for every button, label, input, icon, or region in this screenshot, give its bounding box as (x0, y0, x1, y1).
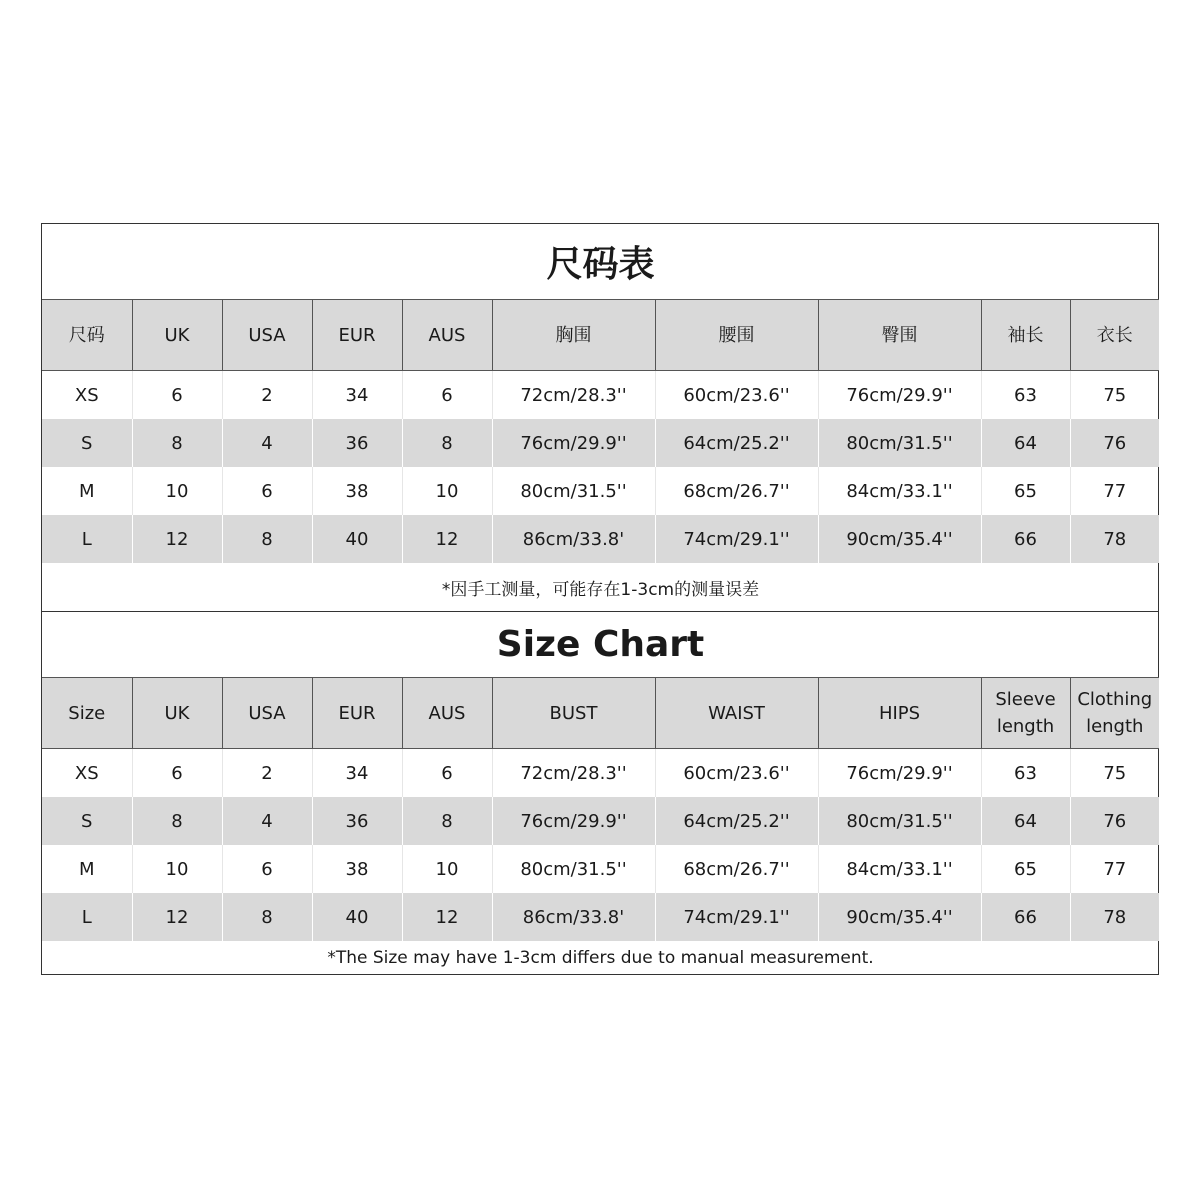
section-title-row-cn (42, 224, 1159, 300)
column-header: 腰围 (655, 300, 818, 371)
table-cell: S (42, 797, 132, 845)
table-cell: 60cm/23.6'' (655, 749, 818, 798)
table-cell: 76cm/29.9'' (492, 419, 655, 467)
table-cell: 86cm/33.8' (492, 893, 655, 941)
column-header: USA (222, 300, 312, 371)
table-cell: L (42, 515, 132, 563)
table-row (42, 749, 1159, 798)
table-cell: 74cm/29.1'' (655, 893, 818, 941)
column-header: Clothing length (1070, 678, 1159, 749)
measurement-note-row-en (42, 941, 1159, 975)
table-cell: 72cm/28.3'' (492, 749, 655, 798)
table-cell: 36 (312, 797, 402, 845)
column-header: EUR (312, 678, 402, 749)
size-table (42, 224, 1159, 975)
table-cell: 8 (402, 419, 492, 467)
table-cell: 4 (222, 797, 312, 845)
table-cell: 10 (132, 467, 222, 515)
table-cell: XS (74, 384, 99, 406)
table-cell: 10 (132, 845, 222, 893)
section-title: Size Chart (42, 612, 1159, 678)
measurement-note: *因手工测量，可能存在1-3cm的测量误差 (441, 579, 760, 600)
table-cell: 36 (312, 419, 402, 467)
table-cell: 6 (132, 749, 222, 798)
table-cell: 80cm/31.5'' (818, 797, 981, 845)
table-cell: 84cm/33.1'' (818, 845, 981, 893)
table-cell: 76cm/29.9'' (818, 371, 981, 420)
table-cell: 66 (981, 515, 1070, 563)
table-cell: 66 (981, 893, 1070, 941)
table-cell: 80cm/31.5'' (818, 419, 981, 467)
table-cell: 76cm/29.9'' (818, 749, 981, 798)
header-row-cn (42, 300, 1159, 371)
column-header: 尺码 (42, 300, 132, 371)
column-header: AUS (402, 678, 492, 749)
table-row (42, 845, 1159, 893)
table-cell: 2 (222, 371, 312, 420)
table-cell: 72cm/28.3'' (492, 371, 655, 420)
table-cell: 75 (1070, 749, 1159, 798)
table-cell: 8 (132, 419, 222, 467)
header-row-en (42, 678, 1159, 749)
column-header: AUS (402, 300, 492, 371)
column-header: Sleeve length (981, 678, 1070, 749)
table-row (42, 371, 1159, 420)
table-cell: 86cm/33.8' (492, 515, 655, 563)
table-row (42, 419, 1159, 467)
table-cell: 6 (222, 845, 312, 893)
table-cell: 12 (132, 515, 222, 563)
table-cell: 76 (1070, 797, 1159, 845)
column-header: UK (132, 300, 222, 371)
table-cell: 75 (1070, 371, 1159, 420)
table-cell: 6 (132, 371, 222, 420)
table-cell: 38 (312, 845, 402, 893)
table-cell: 34 (312, 371, 402, 420)
table-cell: 90cm/35.4'' (818, 515, 981, 563)
table-cell: 74cm/29.1'' (655, 515, 818, 563)
table-cell: 68cm/26.7'' (655, 467, 818, 515)
table-cell: 80cm/31.5'' (492, 845, 655, 893)
table-cell: 64 (981, 797, 1070, 845)
table-cell: 65 (981, 467, 1070, 515)
table-cell: 40 (312, 893, 402, 941)
column-header: Size (42, 678, 132, 749)
table-cell: 78 (1070, 515, 1159, 563)
table-cell: M (78, 480, 95, 502)
table-cell: 63 (981, 749, 1070, 798)
column-header: HIPS (818, 678, 981, 749)
table-cell: 80cm/31.5'' (492, 467, 655, 515)
table-cell: 6 (402, 749, 492, 798)
size-chart-sheet (41, 223, 1159, 975)
table-cell: 6 (402, 371, 492, 420)
table-cell: 76 (1070, 419, 1159, 467)
table-cell: XS (74, 762, 99, 784)
column-header: 胸围 (492, 300, 655, 371)
measurement-note: *The Size may have 1-3cm differs due to manual measurement. (327, 948, 874, 968)
table-cell: 77 (1070, 467, 1159, 515)
measurement-note-row-cn (42, 563, 1159, 612)
column-header: WAIST (655, 678, 818, 749)
table-cell: 12 (132, 893, 222, 941)
table-cell: 10 (402, 467, 492, 515)
table-cell: 90cm/35.4'' (818, 893, 981, 941)
size-table-body (42, 224, 1159, 975)
table-cell: 84cm/33.1'' (818, 467, 981, 515)
column-header: 衣长 (1070, 300, 1159, 371)
table-cell: 8 (222, 893, 312, 941)
table-cell: 64 (981, 419, 1070, 467)
column-header: UK (132, 678, 222, 749)
table-row (42, 467, 1159, 515)
column-header: 袖长 (981, 300, 1070, 371)
table-cell: 8 (132, 797, 222, 845)
table-cell: 40 (312, 515, 402, 563)
table-cell: 76cm/29.9'' (492, 797, 655, 845)
table-cell: 8 (222, 515, 312, 563)
table-row (42, 797, 1159, 845)
section-title-row-en (42, 612, 1159, 678)
table-cell: 2 (222, 749, 312, 798)
table-cell: M (78, 858, 95, 880)
table-cell: 38 (312, 467, 402, 515)
table-cell: 65 (981, 845, 1070, 893)
table-row (42, 515, 1159, 563)
column-header: EUR (312, 300, 402, 371)
table-cell: 34 (312, 749, 402, 798)
section-title: 尺码表 (546, 244, 655, 285)
table-cell: 4 (222, 419, 312, 467)
table-cell: S (42, 419, 132, 467)
table-cell: 10 (402, 845, 492, 893)
column-header: BUST (492, 678, 655, 749)
table-cell: 6 (222, 467, 312, 515)
table-row (42, 893, 1159, 941)
table-cell: 12 (402, 893, 492, 941)
column-header: 臀围 (818, 300, 981, 371)
table-cell: 63 (981, 371, 1070, 420)
table-cell: 12 (402, 515, 492, 563)
table-cell: 8 (402, 797, 492, 845)
table-cell: 60cm/23.6'' (655, 371, 818, 420)
table-cell: 68cm/26.7'' (655, 845, 818, 893)
table-cell: 64cm/25.2'' (655, 797, 818, 845)
table-cell: 64cm/25.2'' (655, 419, 818, 467)
table-cell: 78 (1070, 893, 1159, 941)
table-cell: L (42, 893, 132, 941)
table-cell: 77 (1070, 845, 1159, 893)
column-header: USA (222, 678, 312, 749)
